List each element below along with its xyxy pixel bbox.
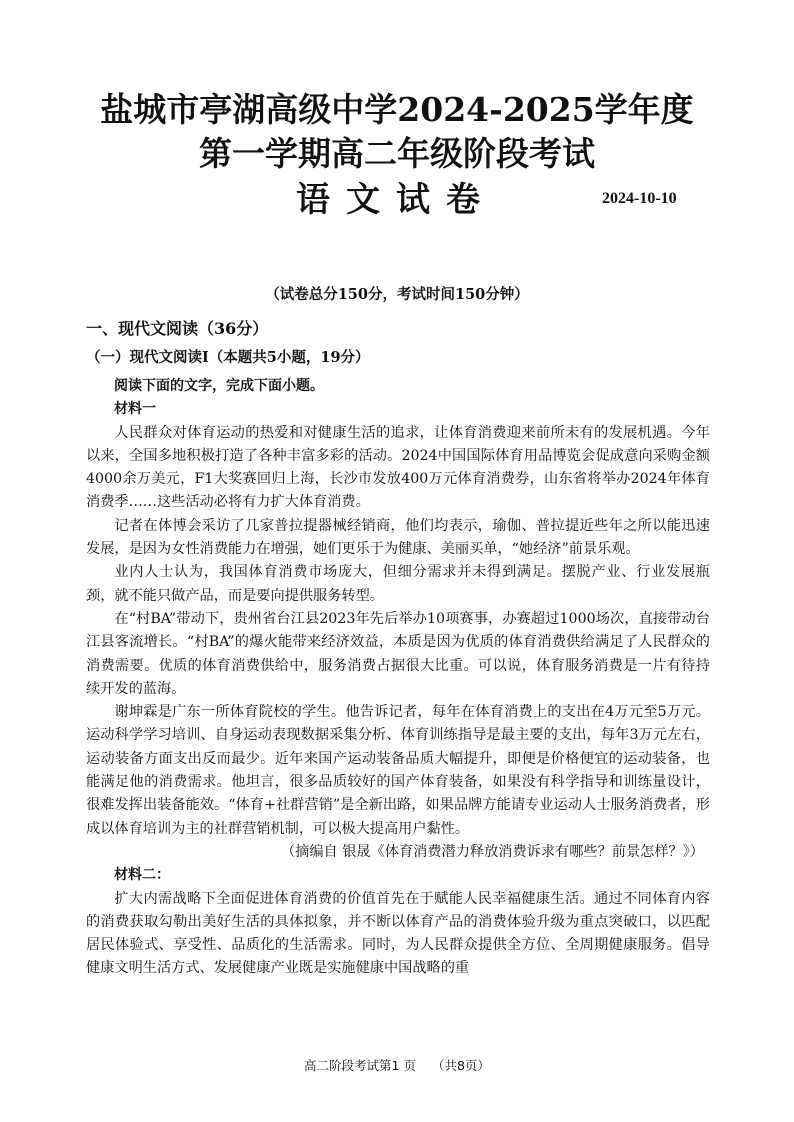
paragraph: 业内人士认为，我国体育消费市场庞大，但细分需求并未得到满足。摆脱产业、行业发展瓶颈，就不能只做产品，而是要向提供服务转型。 [86, 564, 710, 604]
page-total: （共8页） [431, 1058, 490, 1073]
exam-info: （试卷总分150分，考试时间150分钟） [265, 286, 529, 303]
title-block [0, 88, 794, 226]
section-heading: 一、现代文阅读（36分） [86, 319, 269, 338]
paragraph: 记者在体博会采访了几家普拉提器械经销商，他们均表示，瑜伽、普拉提近些年之所以能迅速发展，是因为女性消费能力在增强，她们更乐于为健康、美丽买单，“她经济”前景乐观。 [86, 517, 710, 558]
material-label: 材料二： [114, 867, 170, 884]
source-citation: （摘编自 银晟《体育消费潜力释放消费诉求有哪些？前景怎样？》） [280, 843, 704, 860]
page-number: 高二阶段考试第1 页 [304, 1058, 416, 1073]
subject-title: 语文试卷 [296, 180, 496, 220]
exam-date: 2024-10-10 [602, 190, 677, 207]
subsection-heading: （一）现代文阅读I（本题共5小题，19分） [86, 349, 370, 366]
paragraph: 在“村BA”带动下，贵州省台江县2023年先后举办10项赛事，办赛超过1000场次，直接带动台江县客流增长。“村BA”的爆火能带来经济效益，本质是因为优质的体育消费供给满足了人民群众的消费需要。优质的体育消费供给中，服务消费占据很大比重。可以说，体育服务消费是一片有待持续开发的蓝海。 [86, 610, 710, 697]
material-label: 材料一 [114, 401, 156, 418]
subject-row [0, 176, 794, 226]
page-footer [0, 1056, 794, 1074]
exam-title: 第一学期高二年级阶段考试 [199, 134, 595, 173]
instruction: 阅读下面的文字，完成下面小题。 [114, 378, 324, 394]
paragraph: 人民群众对体育运动的热爱和对健康生活的追求，让体育消费迎来前所未有的发展机遇。今年以来，全国多地积极打造了各种丰富多彩的活动。2024中国国际体育用品博览会促成意向采购金额4000余万美元，F1大奖赛回归上海，长沙市发放400万元体育消费券，山东省将举办2024年体育消费季……这些活动必将有力扩大体育消费。 [86, 424, 710, 511]
paragraph: 谢坤霖是广东一所体育院校的学生。他告诉记者，每年在体育消费上的支出在4万元至5万元。运动科学学习培训、自身运动表现数据采集分析、体育训练指导是最主要的支出，每年3万元左右，运动装备方面支出反而最少。近年来国产运动装备品质大幅提升，即便是价格便宜的运动装备，也能满足他的消费需求。他坦言，很多品质较好的国产体育装备，如果没有科学指导和训练量设计，很难发挥出装备能效。“体育+社群营销”是全新出路，如果品牌方能请专业运动人士服务消费者，形成以体育培训为主的社群营销机制，可以极大提高用户黏性。 [86, 704, 710, 837]
paragraph: 扩大内需战略下全面促进体育消费的价值首先在于赋能人民幸福健康生活。通过不同体育内容的消费获取勾勒出美好生活的具体拟象，并不断以体育产品的消费体验升级为重点突破口，以匹配居民体验式、享受性、品质化的生活需求。同时，为人民群众提供全方位、全周期健康服务。倡导健康文明生活方式、发展健康产业既是实施健康中国战略的重 [86, 890, 710, 977]
school-title: 盐城市亭湖高级中学2024-2025学年度 [100, 90, 694, 129]
reading-passage [86, 375, 710, 981]
